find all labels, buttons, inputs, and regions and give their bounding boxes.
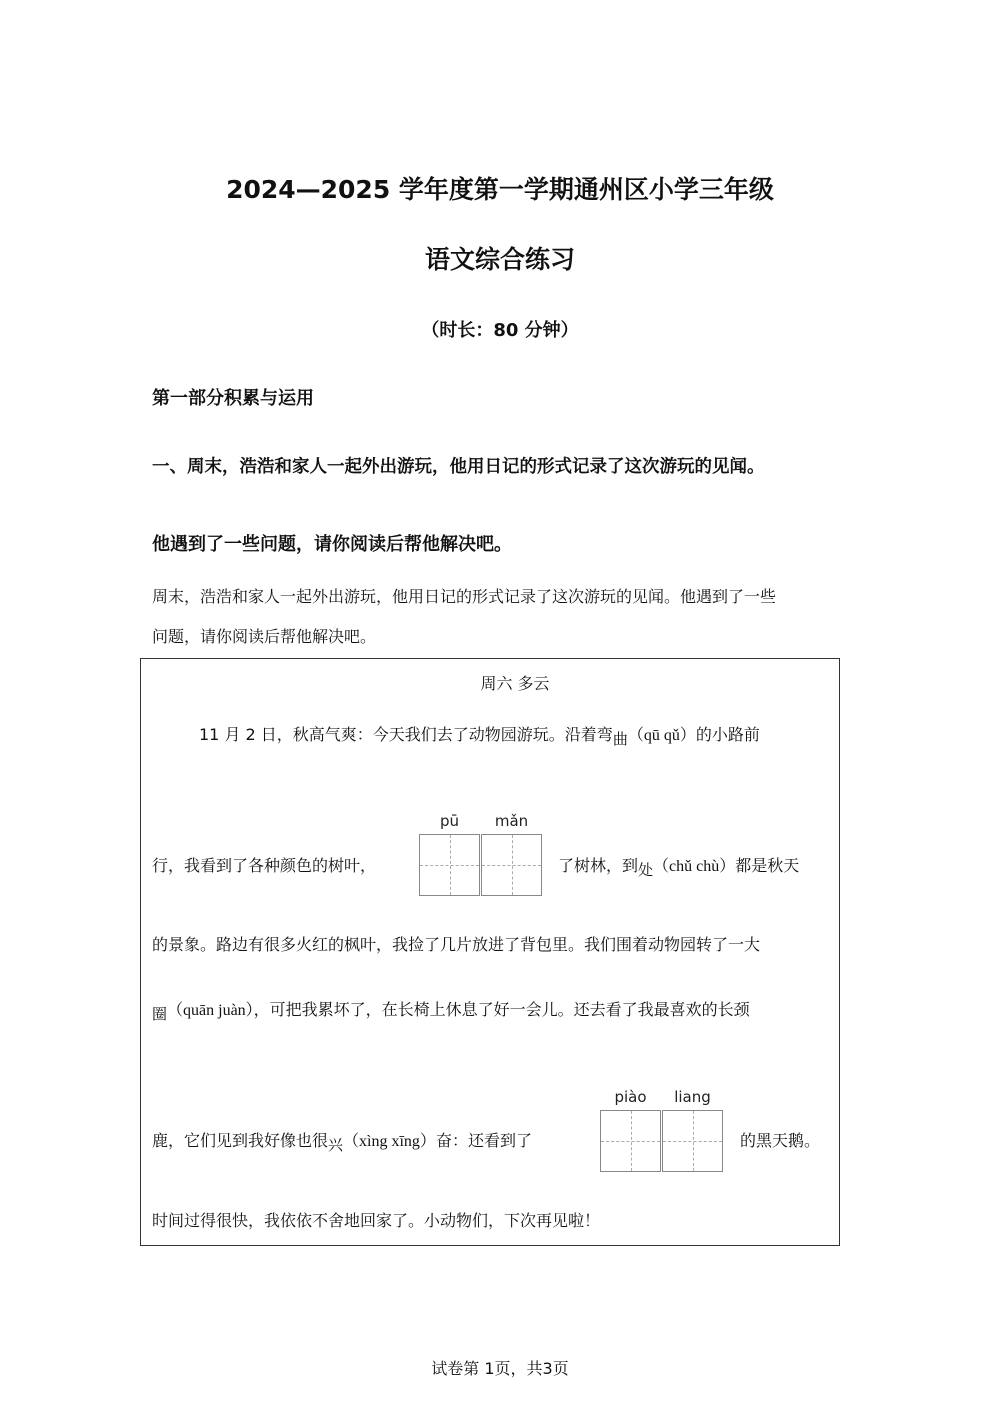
pinyin-options-qu[interactable]: （qū qǔ） xyxy=(627,727,696,744)
box-pinyin-liang: liang xyxy=(674,1088,711,1106)
intro-line-2: 问题，请你阅读后帮他解决吧。 xyxy=(152,627,377,646)
pinyin-options-xing[interactable]: （xìng xīng） xyxy=(343,1133,436,1150)
diary-line-5 xyxy=(152,1128,532,1154)
diary-header: 周六 多云 xyxy=(480,674,550,693)
part-title: 第一部分积累与运用 xyxy=(152,388,314,409)
exam-duration: （时长：80 分钟） xyxy=(421,320,579,341)
diary-line-2-text-b: 了树林，到 xyxy=(558,856,639,875)
intro-line-1: 周末，浩浩和家人一起外出游玩，他用日记的形式记录了这次游玩的见闻。他遇到了一些 xyxy=(152,587,777,606)
diary-line-1-text-b: 的小路前 xyxy=(695,725,760,744)
pinyin-options-quan[interactable]: （quān juàn） xyxy=(167,1002,254,1019)
polyphone-char-chu: 处 xyxy=(638,861,654,879)
box-pinyin-man: mǎn xyxy=(494,812,529,830)
page-footer: 试卷第 1页，共3页 xyxy=(431,1359,569,1378)
exam-title: 2024—2025 学年度第一学期通州区小学三年级 xyxy=(226,175,774,204)
box-pinyin-pu: pū xyxy=(439,812,460,830)
diary-line-1-text-a: 11 月 2 日，秋高气爽：今天我们去了动物园游玩。沿着弯 xyxy=(199,725,613,744)
diary-line-1 xyxy=(199,722,760,748)
polyphone-char-qu: 曲 xyxy=(612,730,628,748)
answer-cell-pu[interactable] xyxy=(419,834,480,896)
diary-line-4 xyxy=(152,997,750,1023)
diary-line-4-text-b: ，可把我累坏了，在长椅上休息了好一会儿。还去看了我最喜欢的长颈 xyxy=(253,1000,750,1019)
diary-line-3: 的景象。路边有很多火红的枫叶，我捡了几片放进了背包里。我们围着动物园转了一大 xyxy=(152,935,761,954)
diary-line-2 xyxy=(558,853,800,879)
exam-subtitle: 语文综合练习 xyxy=(424,245,575,274)
diary-line-5-text-a: 鹿，它们见到我好像也很 xyxy=(152,1131,329,1150)
answer-cell-piao[interactable] xyxy=(600,1110,661,1172)
diary-line-2-text-a: 行，我看到了各种颜色的树叶， xyxy=(152,856,377,875)
answer-grid-piaoliang[interactable] xyxy=(600,1110,724,1172)
polyphone-char-xing: 兴 xyxy=(328,1136,344,1154)
question-line-1: 一、周末，浩浩和家人一起外出游玩，他用日记的形式记录了这次游玩的见闻。 xyxy=(152,457,765,477)
diary-line-6: 时间过得很快，我依依不舍地回家了。小动物们，下次再见啦！ xyxy=(152,1211,601,1230)
answer-cell-man[interactable] xyxy=(481,834,542,896)
box-pinyin-piao: piào xyxy=(614,1088,647,1106)
answer-cell-liang[interactable] xyxy=(662,1110,723,1172)
diary-line-5-text-c: 的黑天鹅。 xyxy=(740,1131,821,1150)
question-line-2: 他遇到了一些问题，请你阅读后帮他解决吧。 xyxy=(152,534,512,555)
answer-grid-puman[interactable] xyxy=(419,834,543,896)
diary-line-2-text-c: 都是秋天 xyxy=(735,856,800,875)
diary-line-5-text-b: 奋：还看到了 xyxy=(435,1131,532,1150)
pinyin-options-chu[interactable]: （chǔ chù） xyxy=(653,858,736,875)
polyphone-char-quan: 圈 xyxy=(152,1005,168,1023)
